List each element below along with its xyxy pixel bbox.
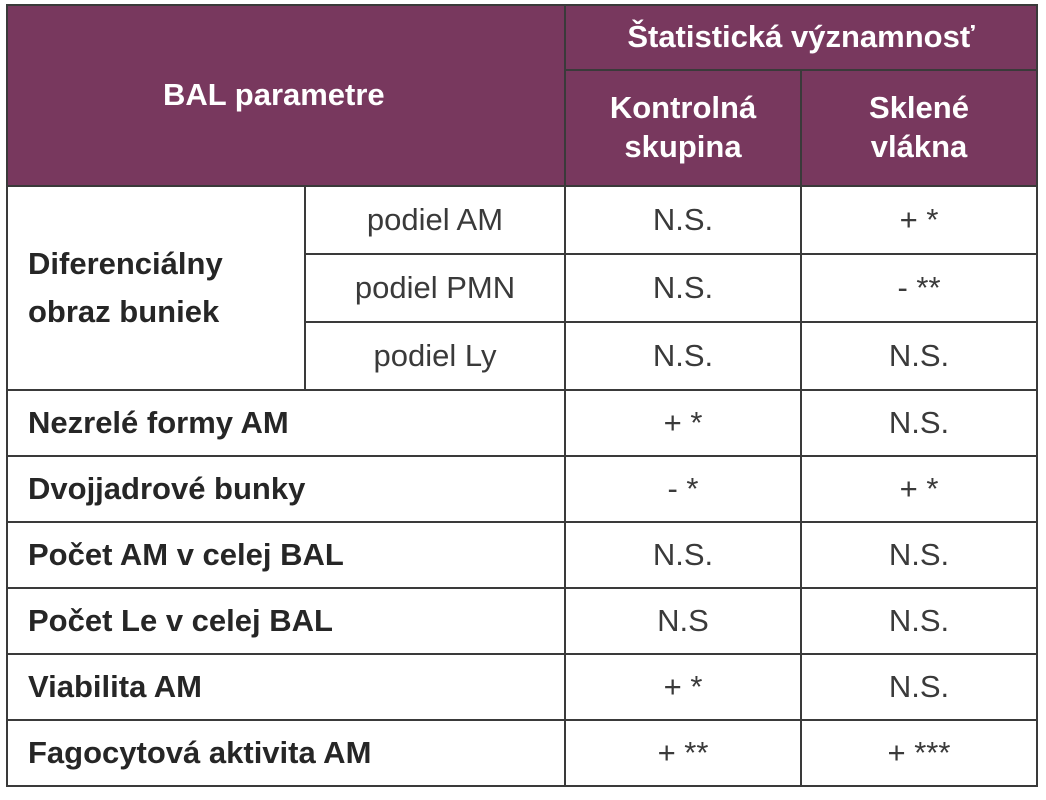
parameter-cell: Počet Le v celej BAL	[7, 588, 565, 654]
table-row	[7, 456, 1037, 522]
control-value-cell: - *	[565, 456, 801, 522]
control-value-cell: + *	[565, 654, 801, 720]
control-value-cell: N.S.	[565, 522, 801, 588]
sub-parameter-cell: podiel Ly	[305, 322, 565, 390]
glass-value-cell: + *	[801, 186, 1037, 254]
table-row	[7, 390, 1037, 456]
glass-value-cell: N.S.	[801, 322, 1037, 390]
table-row	[7, 654, 1037, 720]
parameter-cell: Viabilita AM	[7, 654, 565, 720]
parameter-cell: Fagocytová aktivita AM	[7, 720, 565, 786]
table-body	[7, 186, 1037, 786]
control-group-header	[565, 70, 801, 186]
glass-value-cell: N.S.	[801, 390, 1037, 456]
table-header	[7, 5, 1037, 186]
parameter-cell: Počet AM v celej BAL	[7, 522, 565, 588]
glass-value-cell: N.S.	[801, 522, 1037, 588]
control-value-cell: + **	[565, 720, 801, 786]
glass-value-cell: + *	[801, 456, 1037, 522]
sub-parameter-cell: podiel AM	[305, 186, 565, 254]
table-row	[7, 522, 1037, 588]
control-value-cell: N.S.	[565, 322, 801, 390]
parameter-cell: Dvojjadrové bunky	[7, 456, 565, 522]
control-value-cell: N.S	[565, 588, 801, 654]
glass-fibers-header-line2: vlákna	[870, 129, 968, 164]
glass-value-cell: - **	[801, 254, 1037, 322]
glass-fibers-header-line1: Sklené	[869, 90, 969, 126]
control-value-cell: N.S.	[565, 186, 801, 254]
group-label-line2: obraz buniek	[28, 294, 220, 329]
table-row	[7, 588, 1037, 654]
control-value-cell: + *	[565, 390, 801, 456]
control-value-cell: N.S.	[565, 254, 801, 322]
glass-value-cell: N.S.	[801, 588, 1037, 654]
control-group-header-line2: skupina	[624, 129, 742, 164]
differential-cell-picture-label	[7, 186, 305, 390]
table-row	[7, 720, 1037, 786]
sub-parameter-cell: podiel PMN	[305, 254, 565, 322]
table-row	[7, 186, 1037, 254]
header-row-1	[7, 5, 1037, 70]
control-group-header-line1: Kontrolná	[609, 90, 757, 126]
bal-parameter-header: BAL parametre	[7, 5, 565, 186]
group-label-line1: Diferenciálny	[28, 245, 223, 281]
results-table-wrapper	[6, 4, 1038, 787]
glass-value-cell: N.S.	[801, 654, 1037, 720]
parameter-cell: Nezrelé formy AM	[7, 390, 565, 456]
statistical-significance-header: Štatistická významnosť	[565, 5, 1037, 70]
glass-fibers-header	[801, 70, 1037, 186]
glass-value-cell: + ***	[801, 720, 1037, 786]
bal-results-table	[6, 4, 1038, 787]
